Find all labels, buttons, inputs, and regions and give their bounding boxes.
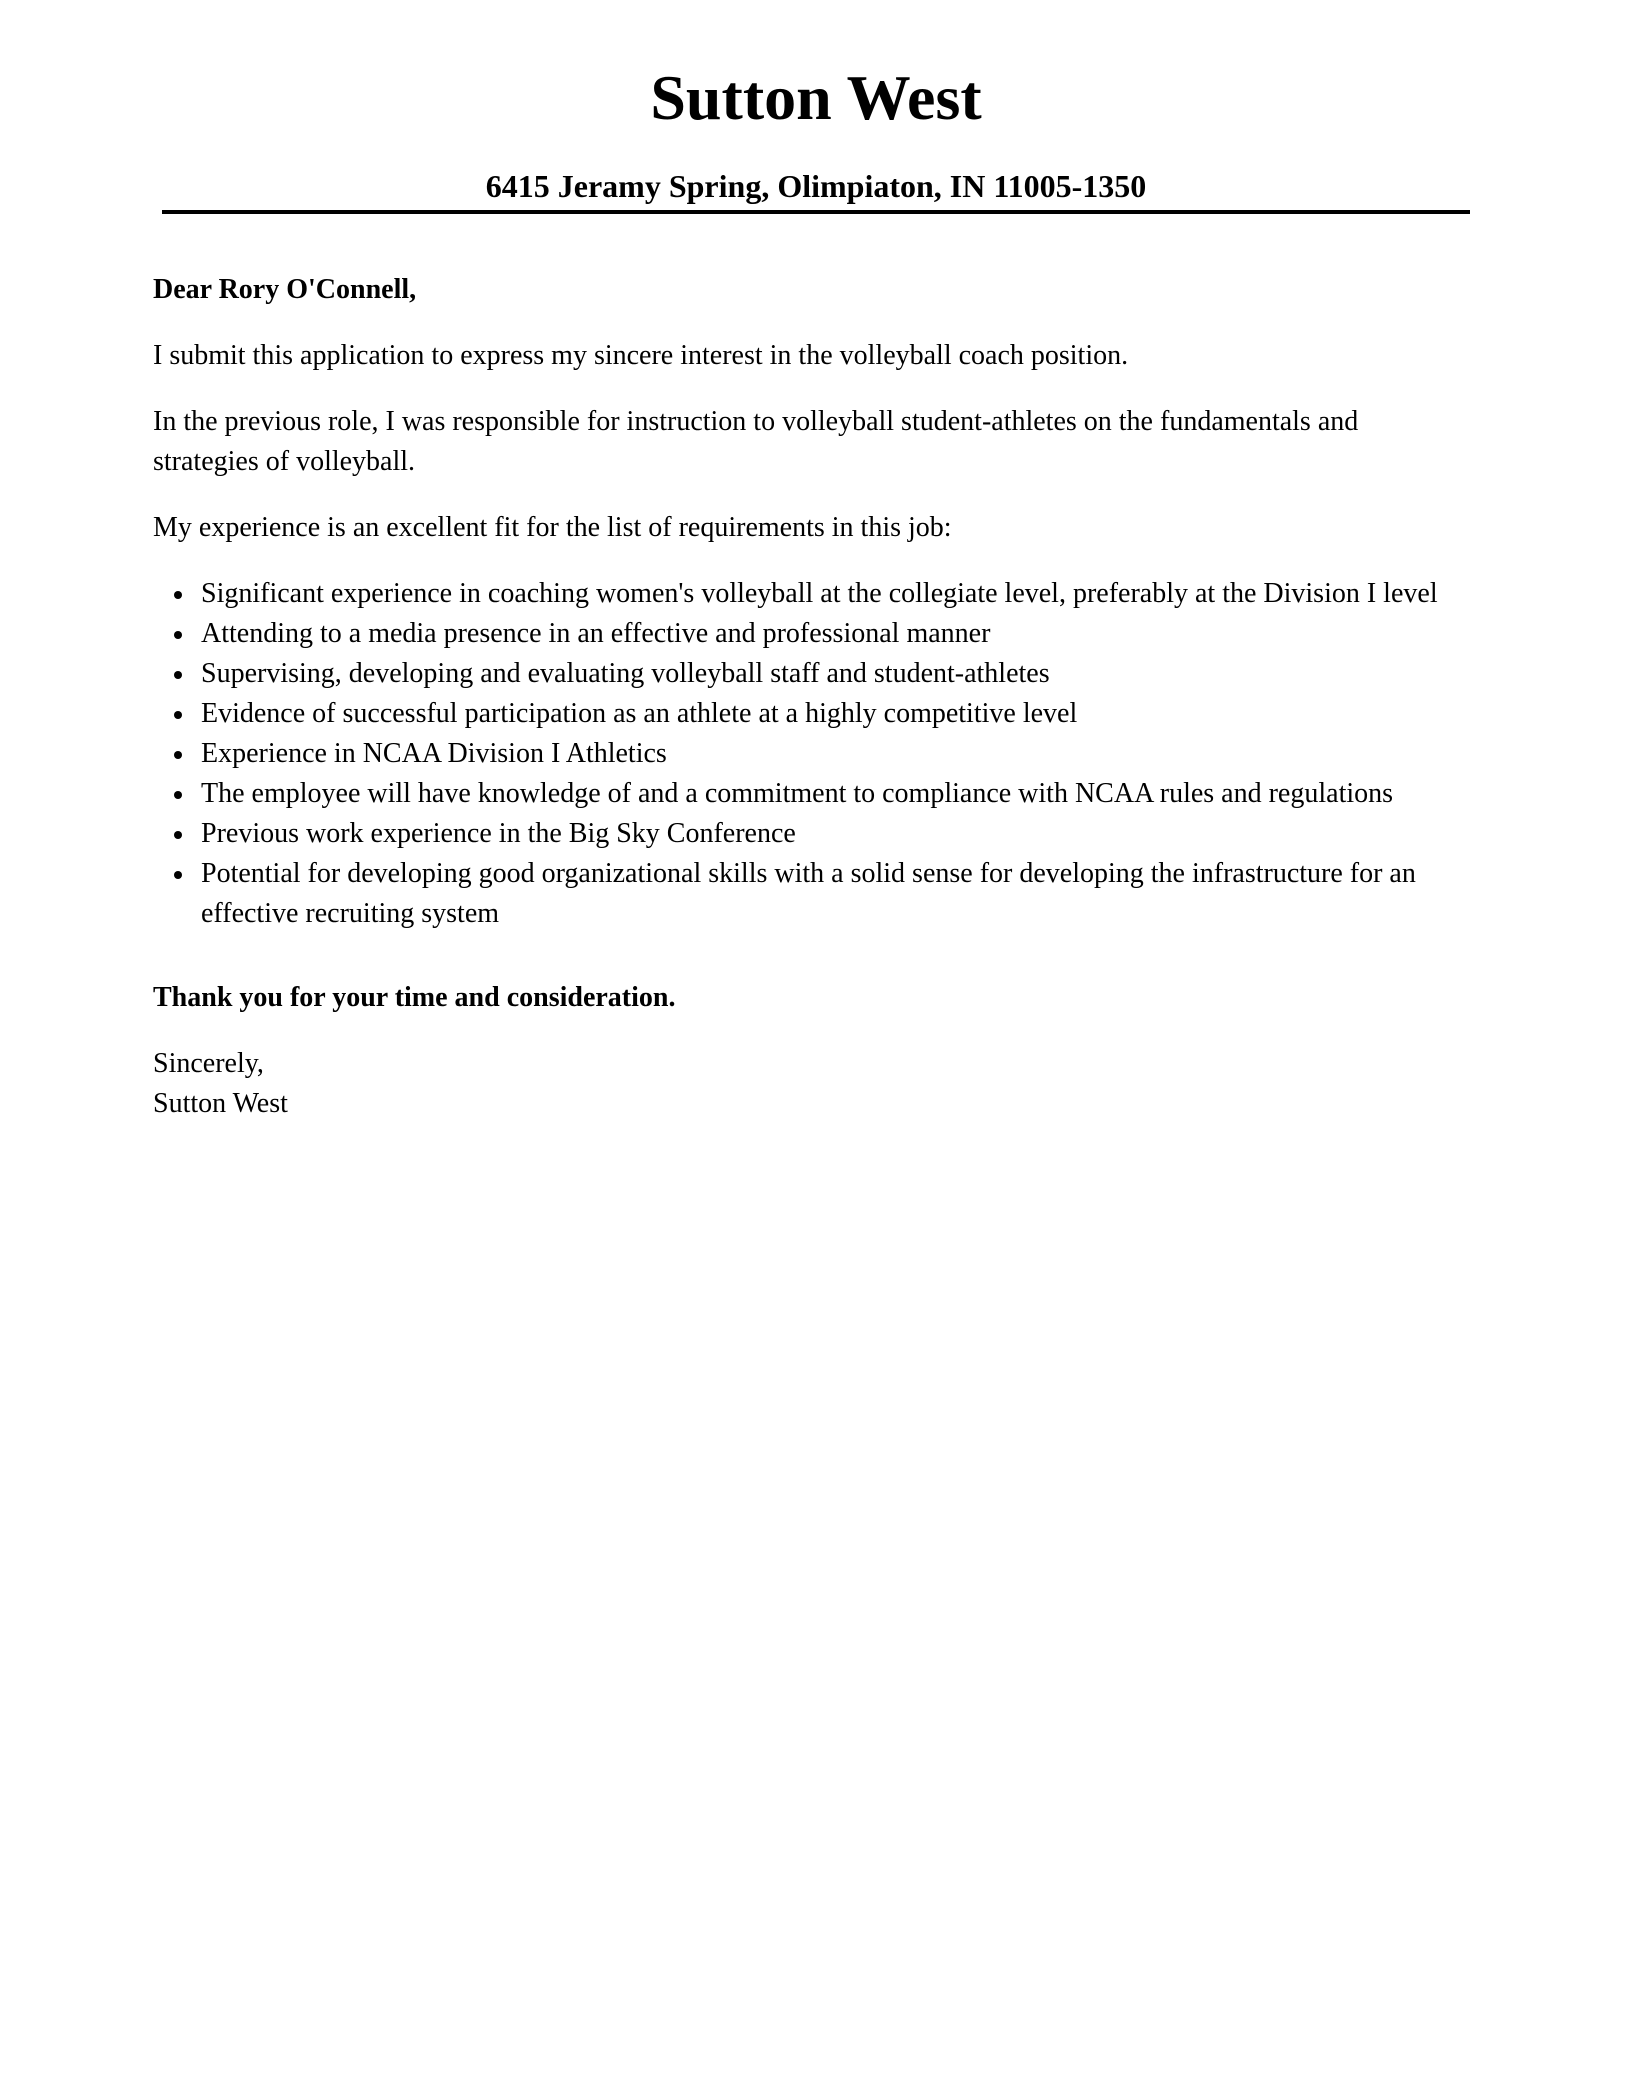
bullet-icon bbox=[174, 591, 182, 599]
list-item-text: Evidence of successful participation as an athlete at a highly competitive level bbox=[201, 698, 1078, 729]
header-divider bbox=[162, 210, 1470, 214]
list-item-text: Attending to a media presence in an effective and professional manner bbox=[201, 618, 991, 649]
list-item bbox=[201, 614, 1453, 654]
intro-paragraph: I submit this application to express my sincere interest in the volleyball coach position. bbox=[153, 340, 1129, 371]
list-item bbox=[201, 854, 1453, 934]
bullet-icon bbox=[174, 791, 182, 799]
bullet-icon bbox=[174, 751, 182, 759]
sender-address: 6415 Jeramy Spring, Olimpiaton, IN 11005-1350 bbox=[485, 168, 1147, 204]
list-item bbox=[201, 574, 1453, 614]
sender-name: Sutton West bbox=[650, 62, 982, 133]
salutation: Dear Rory O'Connell, bbox=[153, 274, 417, 305]
bullet-icon bbox=[174, 711, 182, 719]
list-item bbox=[201, 694, 1453, 734]
list-item bbox=[201, 734, 1453, 774]
list-item bbox=[201, 654, 1453, 694]
bullet-icon bbox=[174, 871, 182, 879]
requirements-intro: My experience is an excellent fit for the list of requirements in this job: bbox=[153, 512, 952, 543]
bullet-icon bbox=[174, 831, 182, 839]
thank-you-line: Thank you for your time and consideration. bbox=[153, 982, 676, 1013]
list-item-text: Significant experience in coaching women's volleyball at the collegiate level, preferably at the Division I level bbox=[201, 578, 1438, 609]
list-item bbox=[201, 814, 1453, 854]
list-item bbox=[201, 774, 1453, 814]
requirements-list bbox=[153, 574, 1453, 934]
signature: Sutton West bbox=[153, 1088, 288, 1119]
letter-header bbox=[162, 0, 1470, 216]
closing: Sincerely, bbox=[153, 1048, 264, 1079]
list-item-text: Experience in NCAA Division I Athletics bbox=[201, 738, 667, 769]
list-item-text: Potential for developing good organizational skills with a solid sense for developing the infrastructure for an effective recruiting system bbox=[201, 858, 1416, 929]
list-item-text: Previous work experience in the Big Sky Conference bbox=[201, 818, 796, 849]
letter-body bbox=[153, 270, 1453, 1124]
bullet-icon bbox=[174, 671, 182, 679]
list-item-text: The employee will have knowledge of and a commitment to compliance with NCAA rules and regulations bbox=[201, 778, 1394, 809]
experience-paragraph: In the previous role, I was responsible for instruction to volleyball student-athletes on the fundamentals and strategies of volleyball. bbox=[153, 406, 1359, 477]
bullet-icon bbox=[174, 631, 182, 639]
list-item-text: Supervising, developing and evaluating volleyball staff and student-athletes bbox=[201, 658, 1050, 689]
